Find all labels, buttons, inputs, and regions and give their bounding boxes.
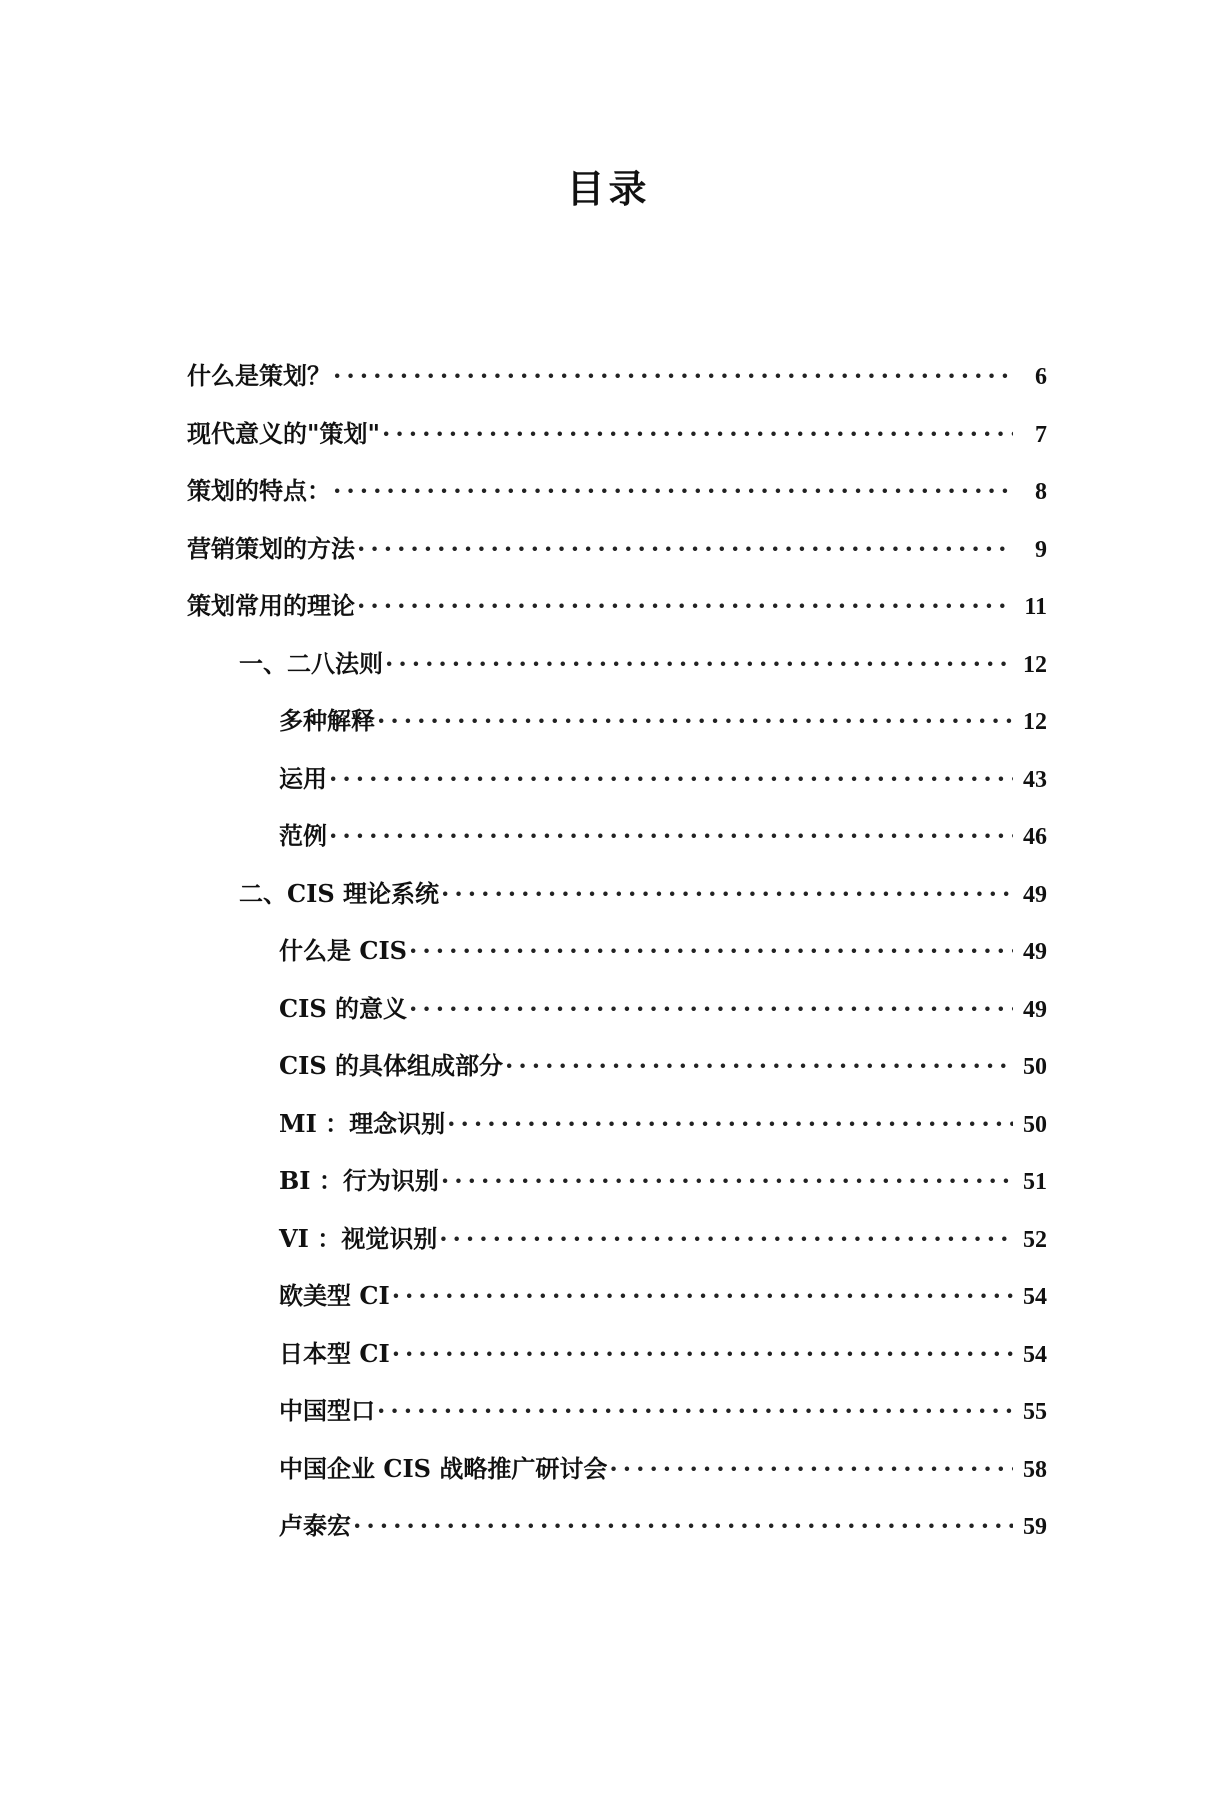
dot-leader: [382, 419, 1013, 448]
toc-entry-label: VI ：视觉识别: [279, 1223, 438, 1253]
toc-entry[interactable]: [187, 759, 1047, 817]
dot-leader: [329, 821, 1013, 850]
dot-leader: [353, 1511, 1013, 1540]
dot-leader: [377, 706, 1013, 735]
dot-leader: [357, 534, 1013, 563]
dot-leader: [439, 1224, 1013, 1253]
toc-entry-label: MI ：理念识别: [279, 1108, 446, 1138]
toc-entry-label: 策划常用的理论: [187, 591, 355, 620]
toc-entry-page-number: 49: [1023, 996, 1047, 1023]
dot-leader: [357, 591, 1013, 620]
toc-entry-label: 一、二八法则: [239, 648, 383, 678]
toc-entry[interactable]: [187, 644, 1047, 702]
dot-leader: [505, 1051, 1013, 1080]
toc-entry-page-number: 43: [1023, 766, 1047, 793]
dot-leader: [377, 1396, 1013, 1425]
toc-entry[interactable]: [187, 816, 1047, 874]
toc-entry[interactable]: [187, 1276, 1047, 1334]
dot-leader: [409, 936, 1013, 965]
toc-entry-page-number: 12: [1023, 709, 1047, 735]
toc-entry-label: 营销策划的方法: [187, 533, 355, 563]
toc-entry[interactable]: [187, 874, 1047, 932]
toc-entry-page-number: 49: [1023, 881, 1047, 908]
dot-leader: [392, 1281, 1013, 1310]
toc-entry[interactable]: [187, 701, 1047, 759]
toc-entry-page-number: 49: [1023, 939, 1047, 965]
toc-entry[interactable]: [187, 356, 1047, 414]
dot-leader: [609, 1454, 1013, 1483]
dot-leader: [409, 994, 1013, 1023]
toc-entry[interactable]: [187, 1219, 1047, 1277]
dot-leader: [333, 361, 1013, 390]
toc-entry[interactable]: [187, 1391, 1047, 1449]
toc-entry[interactable]: [187, 471, 1047, 529]
toc-entry-label: 范例: [279, 821, 327, 850]
toc-entry-label: CIS 的意义: [279, 993, 408, 1023]
toc-entry-page-number: 50: [1023, 1054, 1047, 1080]
toc-entry-page-number: 59: [1023, 1514, 1047, 1540]
toc-entry-label: 什么是策划？: [187, 361, 331, 390]
dot-leader: [441, 879, 1013, 908]
toc-entry-label: 什么是 CIS: [279, 936, 408, 965]
toc-entry-page-number: 50: [1023, 1111, 1047, 1138]
toc-entry-page-number: 51: [1023, 1169, 1047, 1195]
toc-entry-page-number: 12: [1023, 651, 1047, 678]
toc-entry-label: 二、CIS 理论系统: [239, 878, 440, 908]
toc-entry-page-number: 6: [1035, 364, 1047, 390]
toc-entry[interactable]: [187, 989, 1047, 1047]
toc-entry[interactable]: [187, 931, 1047, 989]
toc-entry-page-number: 9: [1035, 536, 1047, 563]
toc-entry-page-number: 54: [1023, 1284, 1047, 1310]
dot-leader: [385, 649, 1013, 678]
toc-entry-page-number: 11: [1024, 594, 1047, 620]
toc-entry[interactable]: [187, 1046, 1047, 1104]
toc-entry-label: 日本型 CI: [279, 1338, 390, 1368]
toc-entry-label: 中国型口: [279, 1396, 375, 1425]
toc-entry[interactable]: [187, 529, 1047, 587]
dot-leader: [329, 764, 1013, 793]
table-of-contents: [187, 356, 1047, 1564]
page-title: 目录: [566, 166, 651, 211]
toc-entry-page-number: 52: [1023, 1226, 1047, 1253]
dot-leader: [333, 476, 1013, 505]
toc-entry-label: 运用: [279, 763, 327, 793]
toc-entry-page-number: 58: [1023, 1456, 1047, 1483]
toc-entry-label: 欧美型 CI: [279, 1281, 390, 1310]
toc-entry-label: CIS 的具体组成部分: [279, 1051, 504, 1080]
toc-entry[interactable]: [187, 414, 1047, 472]
toc-entry-page-number: 7: [1035, 421, 1047, 448]
toc-entry-page-number: 54: [1023, 1341, 1047, 1368]
toc-entry[interactable]: [187, 1334, 1047, 1392]
toc-entry[interactable]: [187, 1104, 1047, 1162]
toc-entry-label: BI ：行为识别: [279, 1166, 439, 1195]
toc-entry-label: 策划的特点：: [187, 476, 331, 505]
toc-entry-page-number: 8: [1035, 479, 1047, 505]
toc-entry[interactable]: [187, 1161, 1047, 1219]
dot-leader: [392, 1339, 1013, 1368]
dot-leader: [441, 1166, 1013, 1195]
toc-entry-label: 中国企业 CIS 战略推广研讨会: [279, 1453, 608, 1483]
toc-entry-label: 卢泰宏: [279, 1511, 351, 1540]
toc-entry-page-number: 46: [1023, 824, 1047, 850]
toc-entry[interactable]: [187, 586, 1047, 644]
dot-leader: [447, 1109, 1013, 1138]
toc-entry-label: 多种解释: [279, 706, 375, 735]
toc-entry-page-number: 55: [1023, 1399, 1047, 1425]
toc-entry-label: 现代意义的"策划": [187, 418, 381, 448]
toc-entry[interactable]: [187, 1506, 1047, 1564]
toc-entry[interactable]: [187, 1449, 1047, 1507]
